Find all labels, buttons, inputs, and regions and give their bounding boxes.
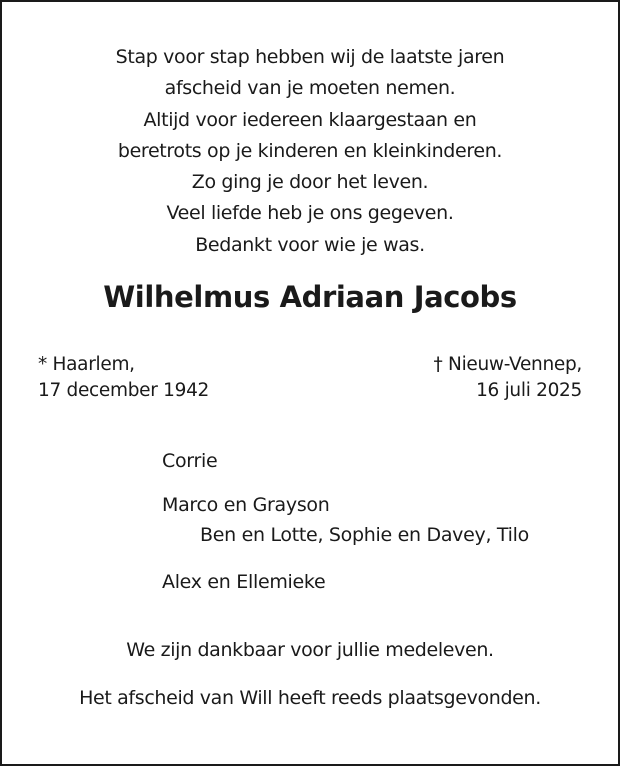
birth-info bbox=[38, 352, 209, 404]
poem-line-5: Zo ging je door het leven. bbox=[191, 171, 429, 194]
deceased-name: Wilhelmus Adriaan Jacobs bbox=[103, 280, 517, 314]
closing-thanks: We zijn dankbaar voor jullie medeleven. bbox=[126, 639, 494, 661]
death-date: 16 juli 2025 bbox=[476, 380, 582, 401]
poem bbox=[2, 42, 618, 261]
family-child-2: Alex en Ellemieke bbox=[162, 571, 326, 593]
family-grandchildren-1: Ben en Lotte, Sophie en Davey, Tilo bbox=[200, 524, 529, 546]
closing-farewell: Het afscheid van Will heeft reeds plaatsgevonden. bbox=[79, 687, 541, 709]
poem-line-3: Altijd voor iedereen klaargestaan en bbox=[143, 108, 477, 131]
poem-line-7: Bedankt voor wie je was. bbox=[195, 233, 425, 256]
birth-date: 17 december 1942 bbox=[38, 380, 210, 401]
family-partner: Corrie bbox=[162, 450, 218, 472]
death-info bbox=[434, 352, 583, 404]
poem-line-1: Stap voor stap hebben wij de laatste jaren bbox=[115, 46, 505, 68]
poem-line-4: beretrots op je kinderen en kleinkinderen. bbox=[117, 139, 503, 162]
birth-place: * Haarlem, bbox=[38, 354, 135, 375]
death-place: † Nieuw-Vennep, bbox=[433, 354, 582, 375]
family-child-1: Marco en Grayson bbox=[162, 494, 330, 516]
poem-line-6: Veel liefde heb je ons gegeven. bbox=[166, 202, 454, 225]
poem-line-2: afscheid van je moeten nemen. bbox=[164, 77, 456, 100]
